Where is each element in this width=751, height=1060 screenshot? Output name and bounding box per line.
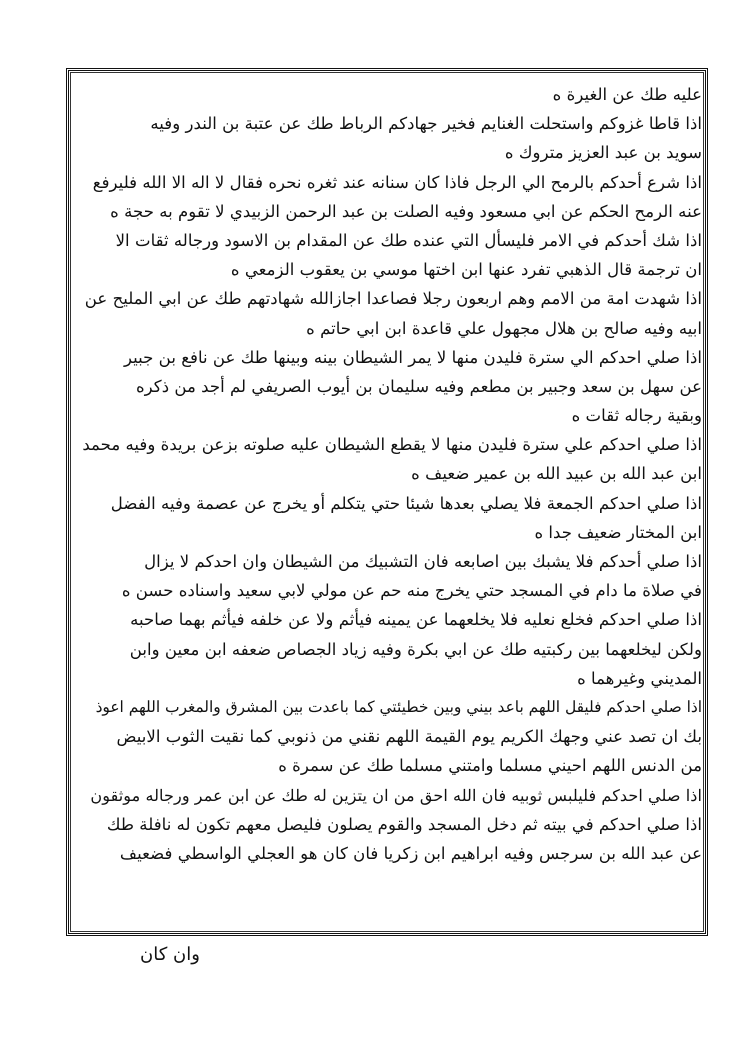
text-line: اذا صلي احدكم الجمعة فلا يصلي بعدها شيئا حتي يتكلم أو يخرج عن عصمة وفيه الفضل bbox=[110, 493, 702, 513]
text-line: سويد بن عبد العزيز متروك ه bbox=[504, 143, 702, 163]
text-line: ابن المختار ضعيف جدا ه bbox=[534, 522, 702, 542]
text-line: عنه الرمح الحكم عن ابي مسعود وفيه الصلت بن عبد الرحمن الزبيدي لا تقوم به حجة ه bbox=[110, 201, 702, 221]
text-line: بك ان تصد عني وجهك الكريم يوم القيمة اللهم نقني من ذنوبي كما نقيت الثوب الابيض bbox=[116, 727, 702, 747]
text-line: ان ترجمة قال الذهبي تفرد عنها ابن اختها موسي بن يعقوب الزمعي ه bbox=[230, 260, 702, 280]
text-line: المديني وغيرهما ه bbox=[577, 668, 702, 688]
text-line: اذا شرع أحدكم بالرمح الي الرجل فاذا كان سنانه عند ثغره نحره فقال لا اله الا الله فليرفع bbox=[92, 172, 702, 192]
text-line: ابيه وفيه صالح بن هلال مجهول علي قاعدة ابن ابي حاتم ه bbox=[306, 318, 702, 338]
text-line: اذا شهدت امة من الامم وهم اربعون رجلا فصاعدا اجازالله شهادتهم طك عن ابي المليح عن bbox=[84, 289, 702, 309]
text-line: اذا قاطا غزوكم واستحلت الغنايم فخير جهادكم الرباط طك عن عتبة بن الندر وفيه bbox=[150, 114, 702, 134]
text-line: اذا صلي احدكم فليلبس ثوبيه فان الله احق من ان يتزين له طك عن ابن عمر ورجاله موثقون bbox=[90, 785, 702, 805]
text-line: عليه طك عن الغيرة ه bbox=[552, 85, 702, 104]
text-line: في صلاة ما دام في المسجد حتي يخرج منه حم عن مولي لابي سعيد واسناده حسن ه bbox=[121, 581, 702, 601]
text-line: اذا صلي أحدكم فلا يشبك بين اصابعه فان التشبيك من الشيطان وان احدكم لا يزال bbox=[144, 552, 702, 571]
text-line: ولكن ليخلعهما بين ركبتيه طك عن ابي بكرة وفيه زياد الجصاص ضعفه ابن معين وابن bbox=[129, 639, 702, 659]
text-line: اذا شك أحدكم في الامر فليسأل التي عنده طك عن المقدام بن الاسود ورجاله ثقات الا bbox=[115, 230, 702, 250]
text-line: اذا صلي احدكم فليقل اللهم باعد بيني وبين خطيئتي كما باعدت بين المشرق والمغرب اللهم اعوذ bbox=[95, 697, 702, 716]
text-line: وبقية رجاله ثقات ه bbox=[571, 406, 702, 426]
text-line: عن سهل بن سعد وجبير بن مطعم وفيه سليمان بن أيوب الصريفي لم أجد من ذكره bbox=[135, 376, 702, 396]
text-line: اذا صلي احدكم فخلع نعليه فلا يخلعهما عن يمينه فيأثم ولا عن خلفه فيأثم بهما صاحبه bbox=[130, 610, 702, 630]
catchword: وان كان bbox=[140, 944, 200, 965]
text-line: من الدنس اللهم احيني مسلما وامتني مسلما طك عن سمرة ه bbox=[278, 756, 702, 776]
text-line: اذا صلي احدكم علي سترة فليدن منها لا يقطع الشيطان عليه صلوته بزعن بريدة وفيه محمد bbox=[82, 435, 702, 455]
text-line: اذا صلي احدكم الي سترة فليدن منها لا يمر الشيطان بينه وبينها طك عن نافع بن جبير bbox=[123, 347, 702, 367]
manuscript-text bbox=[82, 80, 702, 932]
text-line: اذا صلي احدكم في بيته ثم دخل المسجد والقوم يصلون فليصل معهم تكون له نافلة طك bbox=[106, 814, 702, 834]
text-line: عن عبد الله بن سرجس وفيه ابراهيم ابن زكريا فان كان هو العجلي الواسطي فضعيف bbox=[119, 843, 702, 863]
text-line: ابن عبد الله بن عبيد الله بن عمير ضعيف ه bbox=[411, 464, 702, 484]
